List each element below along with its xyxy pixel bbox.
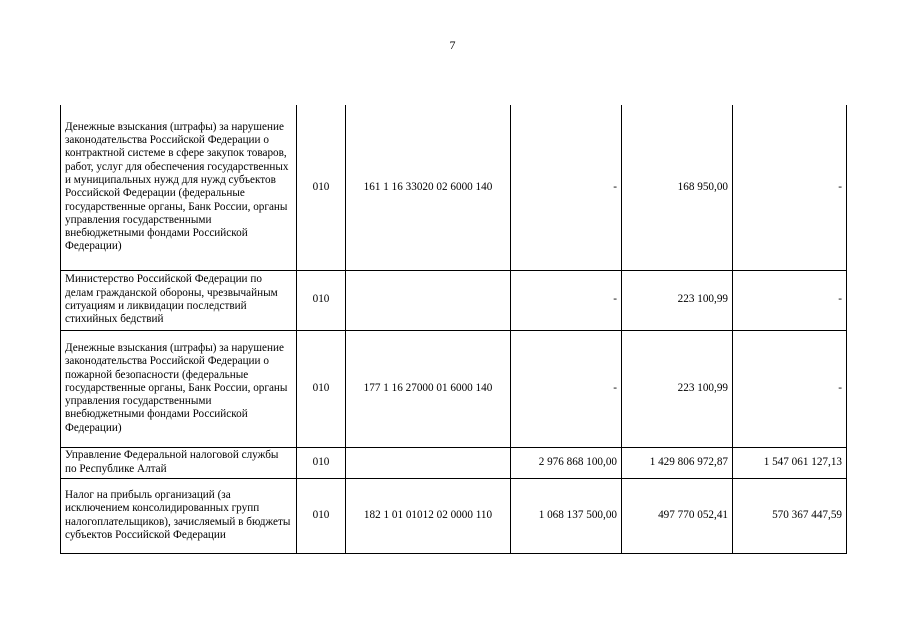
row-name: Управление Федеральной налоговой службы по Республике Алтай [61,447,297,478]
table-row [61,478,847,553]
page-number: 7 [449,38,456,52]
row-code: 010 [297,105,346,270]
row-kbk [346,447,511,478]
row-plan: 1 068 137 500,00 [511,478,622,553]
revenue-table [60,105,847,554]
row-name: Денежные взыскания (штрафы) за нарушение законодательства Российской Федерации о контрактной системе в сфере закупок товаров, работ, услуг для обеспечения государственных и муниципальных нужд для нужд субъектов Российской Федерации (федеральные государственные органы, Банк России, органы управления государственными внебюджетными фондами Российской Федерации) [61,105,297,270]
row-plan: - [511,105,622,270]
row-plan: - [511,330,622,447]
row-kbk: 177 1 16 27000 01 6000 140 [346,330,511,447]
table-row [61,270,847,330]
row-executed: 223 100,99 [622,270,733,330]
row-executed: 497 770 052,41 [622,478,733,553]
row-plan: - [511,270,622,330]
row-name: Налог на прибыль организаций (за исключением консолидированных групп налогоплательщиков), зачисляемый в бюджеты субъектов Российской Федерации [61,478,297,553]
row-plan: 2 976 868 100,00 [511,447,622,478]
row-prev: - [733,105,847,270]
table-row [61,447,847,478]
row-code: 010 [297,478,346,553]
table-row [61,105,847,270]
row-name: Денежные взыскания (штрафы) за нарушение законодательства Российской Федерации о пожарной безопасности (федеральные государственные органы, Банк России, органы управления государственными внебюджетными фондами Российской Федерации) [61,330,297,447]
row-prev: 1 547 061 127,13 [733,447,847,478]
row-kbk: 182 1 01 01012 02 0000 110 [346,478,511,553]
row-executed: 168 950,00 [622,105,733,270]
row-prev: 570 367 447,59 [733,478,847,553]
row-kbk: 161 1 16 33020 02 6000 140 [346,105,511,270]
row-name: Министерство Российской Федерации по делам гражданской обороны, чрезвычайным ситуациям и ликвидации последствий стихийных бедствий [61,270,297,330]
row-code: 010 [297,447,346,478]
row-executed: 223 100,99 [622,330,733,447]
row-prev: - [733,330,847,447]
table-row [61,330,847,447]
row-prev: - [733,270,847,330]
row-code: 010 [297,330,346,447]
row-kbk [346,270,511,330]
row-executed: 1 429 806 972,87 [622,447,733,478]
row-code: 010 [297,270,346,330]
